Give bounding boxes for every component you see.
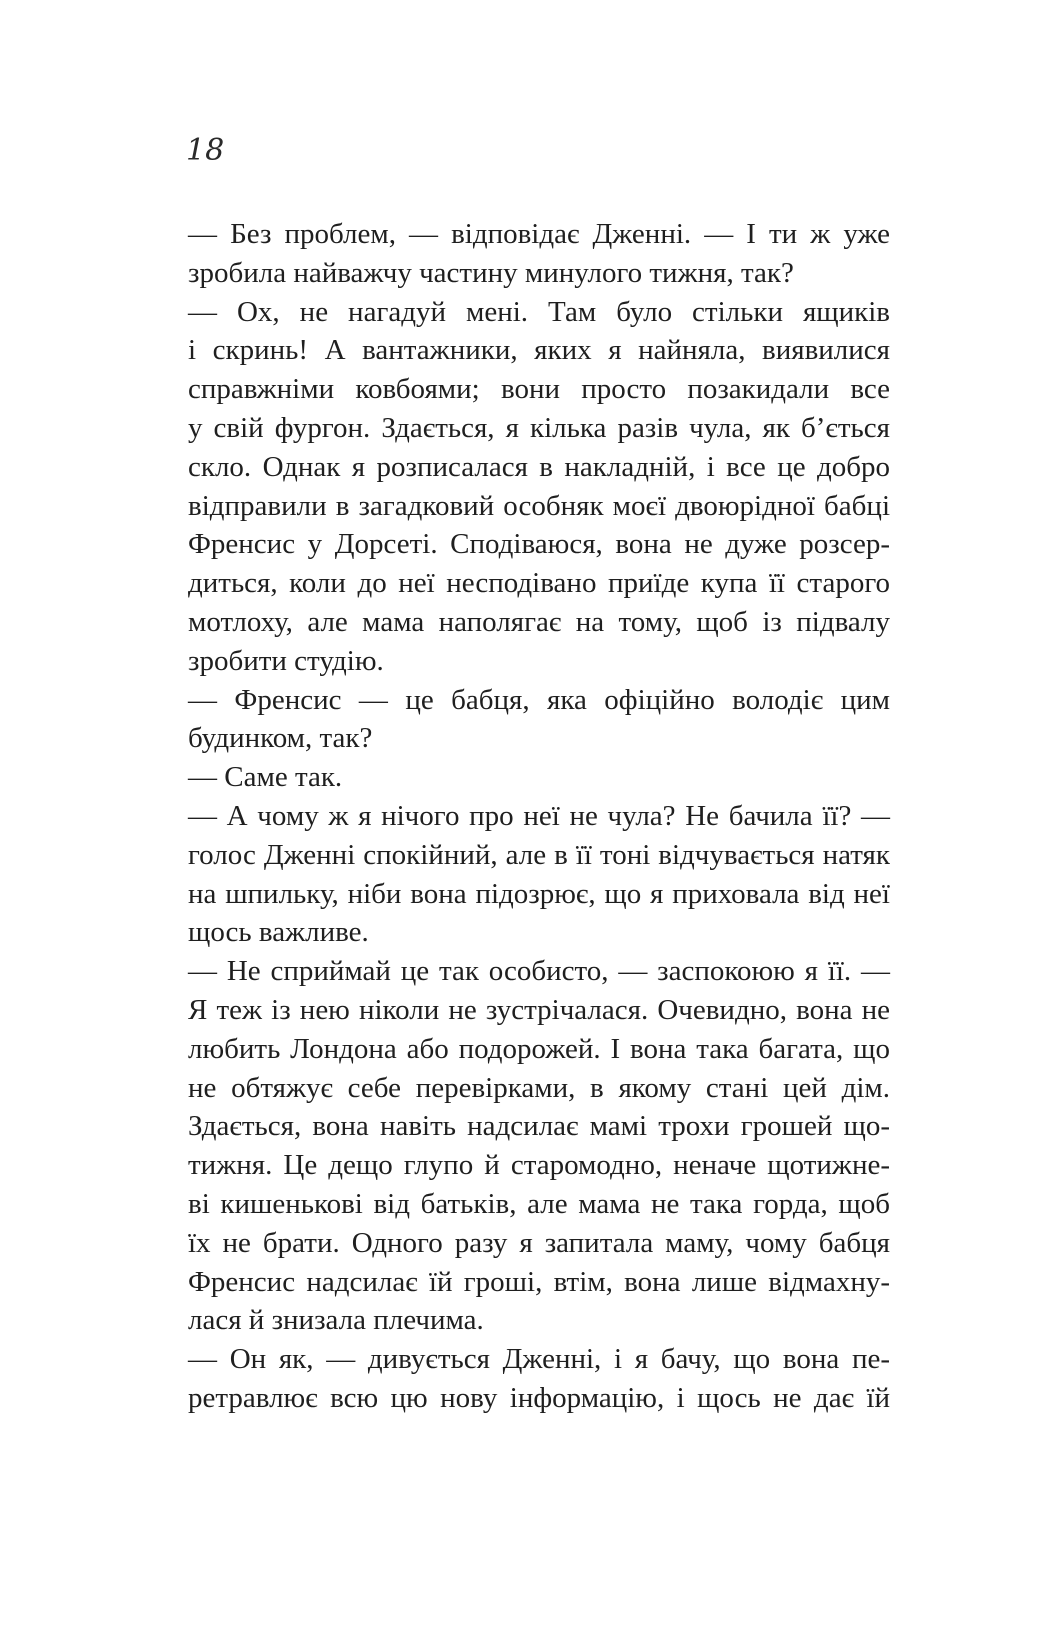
text-line: — Он як, — дивується Дженні, і я бачу, що вона пе- xyxy=(188,1343,890,1376)
text-line: Френсис у Дорсеті. Сподіваюся, вона не дуже розсер- xyxy=(188,528,890,561)
text-line: у свій фургон. Здається, я кілька разів чула, як б’ється xyxy=(188,411,890,444)
text-line: відправили в загадковий особняк моєї двоюрідної бабці xyxy=(188,489,890,522)
text-line: мотлоху, але мама наполягає на тому, щоб із підвалу xyxy=(188,605,890,638)
text-line: ві кишенькові від батьків, але мама не така горда, щоб xyxy=(188,1187,890,1220)
text-line: — Саме так. xyxy=(188,761,343,794)
text-line: — А чому ж я нічого про неї не чула? Не бачила її? — xyxy=(188,799,890,832)
text-line: скло. Однак я розписалася в накладній, і все це добро xyxy=(188,450,890,483)
text-line: диться, коли до неї несподівано приїде купа її старого xyxy=(188,567,890,600)
text-line: — Не сприймай це так особисто, — заспокоюю я її. — xyxy=(188,955,890,988)
body-text xyxy=(188,215,890,1418)
text-line: Я теж із нею ніколи не зустрічалася. Очевидно, вона не xyxy=(188,993,890,1026)
text-line: на шпильку, ніби вона підозрює, що я приховала від неї xyxy=(188,877,890,910)
text-line: любить Лондона або подорожей. І вона така багата, що xyxy=(188,1032,890,1065)
text-line: — Ох, не нагадуй мені. Там було стільки ящиків xyxy=(188,295,890,328)
text-line: зробила найважчу частину минулого тижня, так? xyxy=(188,256,794,289)
text-line: Здається, вона навіть надсилає мамі трохи грошей що- xyxy=(188,1110,890,1143)
text-line: голос Дженні спокійний, але в її тоні відчувається натяк xyxy=(188,838,890,871)
text-line: їх не брати. Одного разу я запитала маму, чому бабця xyxy=(188,1226,890,1259)
text-line: будинком, так? xyxy=(188,722,373,755)
text-line: зробити студію. xyxy=(188,644,384,677)
text-line: і скринь! А вантажники, яких я найняла, виявилися xyxy=(188,334,890,367)
text-line: лася й знизала плечима. xyxy=(188,1304,484,1337)
text-line: ретравлює всю цю нову інформацію, і щось не дає їй xyxy=(188,1381,890,1414)
text-line: — Френсис — це бабця, яка офіційно володіє цим xyxy=(188,683,890,716)
text-line: не обтяжує себе перевірками, в якому стані цей дім. xyxy=(188,1071,890,1104)
text-line: Френсис надсилає їй гроші, втім, вона лише відмахну- xyxy=(188,1265,890,1298)
page-number: 18 xyxy=(186,133,225,168)
text-line: щось важливе. xyxy=(188,916,369,949)
text-line: — Без проблем, — відповідає Дженні. — І ти ж уже xyxy=(188,218,890,250)
text-line: тижня. Це дещо глупо й старомодно, неначе щотижне- xyxy=(188,1149,890,1182)
text-line: справжніми ковбоями; вони просто позакидали все xyxy=(188,373,890,406)
